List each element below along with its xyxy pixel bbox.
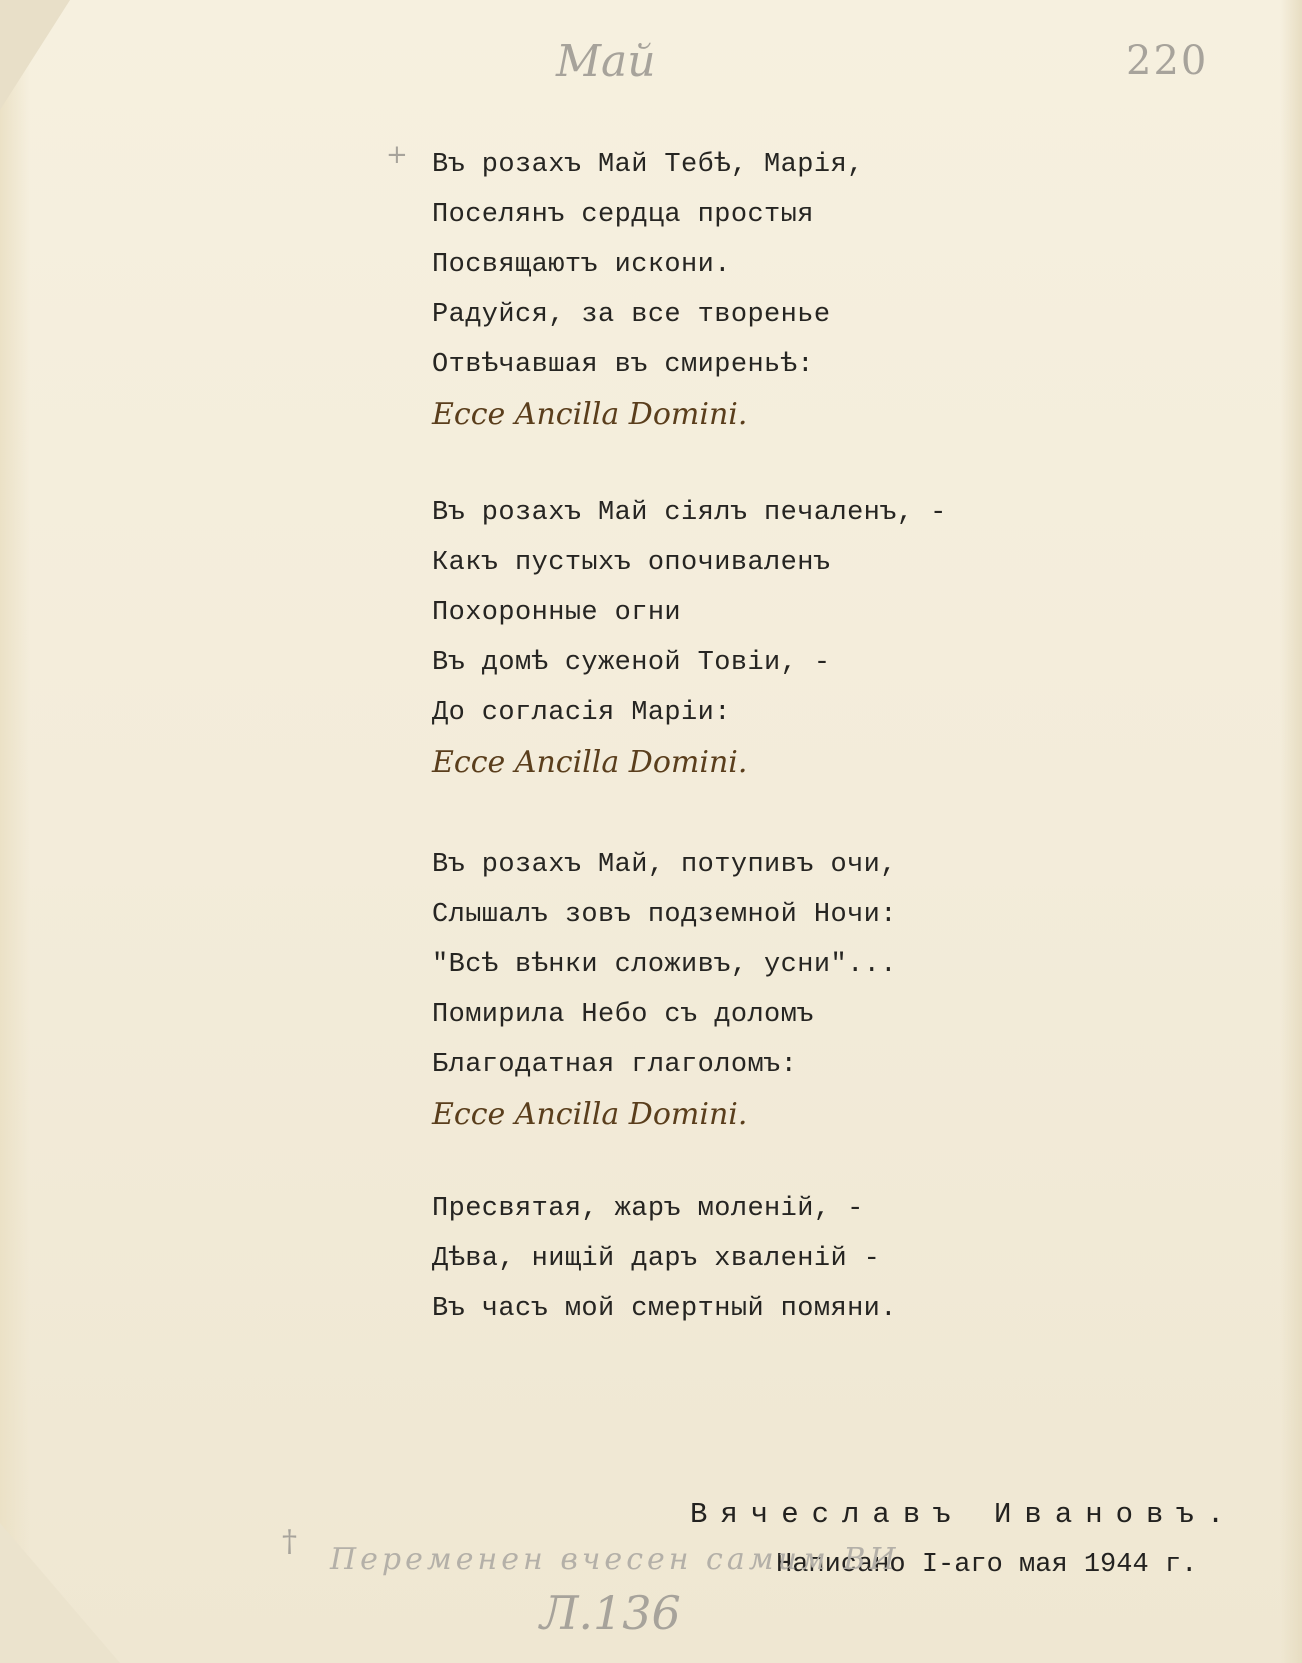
poem-line: Въ розахъ Май, потупивъ очи, xyxy=(432,850,897,880)
poem-line: Отвѣчавшая въ смиреньѣ: xyxy=(432,350,814,380)
pencil-footer-note: Переменен вчесен самим ВИ xyxy=(330,1542,900,1577)
paper-edge-right xyxy=(1280,0,1302,1663)
poem-line: До согласія Маріи: xyxy=(432,698,731,728)
handwritten-refrain: Ecce Ancilla Domini. xyxy=(432,1097,748,1132)
author-signature: Вячеславъ Ивановъ. xyxy=(690,1498,1238,1531)
poem-line: Слышалъ зовъ подземной Ночи: xyxy=(432,900,897,930)
poem-line: Благодатная глаголомъ: xyxy=(432,1050,798,1080)
folded-corner-top xyxy=(0,0,70,110)
sheet-number: Л.136 xyxy=(540,1586,681,1640)
pencil-mark-bottom: † xyxy=(282,1524,297,1559)
poem-line: Въ розахъ Май сіялъ печаленъ, - xyxy=(432,498,947,528)
poem-line: Радуйся, за все творенье xyxy=(432,300,831,330)
poem-line: Дѣва, нищій даръ хваленій - xyxy=(432,1244,881,1274)
paper-edge-left xyxy=(0,0,30,1663)
poem-line: "Всѣ вѣнки сложивъ, усни"... xyxy=(432,950,897,980)
handwritten-refrain: Ecce Ancilla Domini. xyxy=(432,397,748,432)
poem-line: Поселянъ сердца простыя xyxy=(432,200,814,230)
poem-line: Въ домѣ суженой Товіи, - xyxy=(432,648,831,678)
poem-line: Въ розахъ Май Тебѣ, Марія, xyxy=(432,150,864,180)
handwritten-refrain: Ecce Ancilla Domini. xyxy=(432,745,748,780)
poem-line: Похоронные огни xyxy=(432,598,682,628)
pencil-mark-top: + xyxy=(386,140,408,170)
folded-corner-bottom xyxy=(0,1523,120,1663)
written-date: Написано I-аго мая 1944 г. xyxy=(776,1550,1198,1580)
poem-line: Посвящаютъ искони. xyxy=(432,250,731,280)
poem-line: Въ часъ мой смертный помяни. xyxy=(432,1294,897,1324)
pencil-title-note: Май xyxy=(556,36,656,87)
poem-line: Какъ пустыхъ опочиваленъ xyxy=(432,548,831,578)
stanza-3 xyxy=(432,840,897,1140)
poem-line: Помирила Небо съ доломъ xyxy=(432,1000,814,1030)
stanza-1 xyxy=(432,140,864,440)
poem-line: Пресвятая, жаръ моленій, - xyxy=(432,1194,864,1224)
stanza-4 xyxy=(432,1184,897,1334)
stanza-2 xyxy=(432,488,947,788)
page-number: 220 xyxy=(1126,38,1209,84)
